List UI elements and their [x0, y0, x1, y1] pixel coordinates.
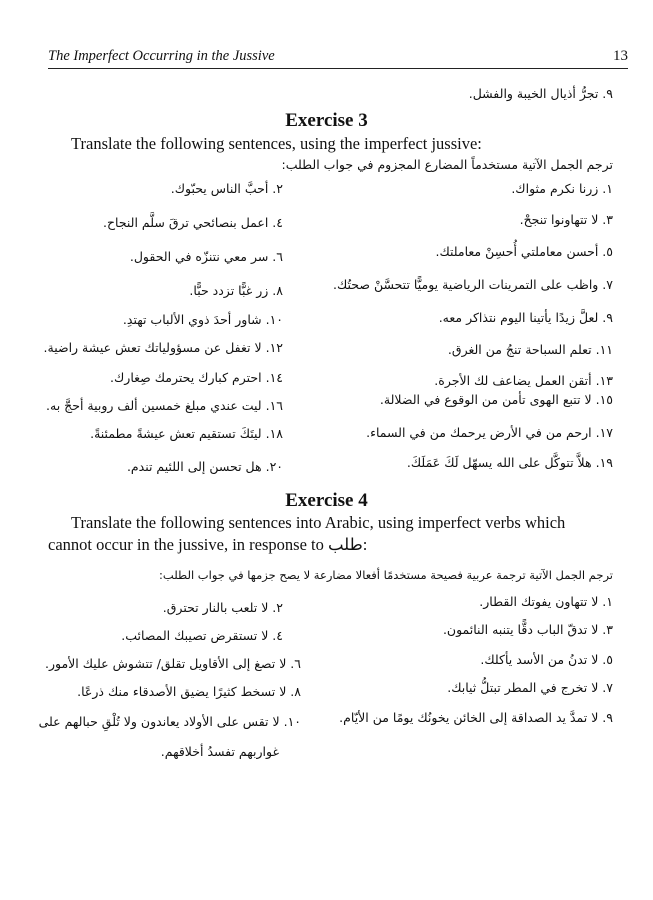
exercise-3-instruction-en: Translate the following sentences, using the imperfect jussive: — [71, 134, 482, 153]
list-item: ٧. واظب على التمرينات الرياضية يوميًّا تتحسَّنْ صحتُك. — [333, 277, 613, 292]
list-item: ٩. لا تمدَّ يد الصداقة إلى الخائن يخونُك يومًا من الأيّام. — [339, 710, 613, 725]
list-item: ١٩. هلاَّ تتوكَّل على الله يسهّل لَكَ عَمَلَكَ. — [406, 455, 613, 470]
list-item: ١٧. ارحم من في الأرض يرحمك من في السماء. — [366, 425, 613, 440]
list-item: ١٤. احترم كبارك يحترمك صِغارك. — [110, 370, 283, 385]
exercise-4-instruction-ar: ترجم الجمل الآتية ترجمة عربية فصيحة مستخدمًا أفعالا مضارعة لا يصح جزمها في جواب الطلب: — [159, 568, 613, 582]
list-item: ١٢. لا تغفل عن مسؤولياتك تعش عيشة راضية. — [43, 340, 283, 355]
list-item: ٥. لا تدنُ من الأسد يأكلك. — [480, 652, 613, 667]
previous-exercise-item: ٩. تجرُّ أذيال الخيبة والفشل. — [468, 86, 613, 101]
list-item: ٢٠. هل تحسن إلى اللئيم تندم. — [126, 459, 283, 474]
list-item: ٢. أحبَّ الناس يحبّوك. — [170, 181, 283, 196]
list-item: ٦. لا تصغ إلى الأقاويل تقلق/ تتشوش عليك الأمور. — [44, 656, 301, 671]
list-item: ٩. لعلَّ زيدًا يأتينا اليوم نتذاكر معه. — [438, 310, 613, 325]
list-item: ٨. زر غبًّا تزدد حبًّا. — [189, 283, 283, 298]
list-item: ٣. لا تدقّ الباب دقًّا يتنبه النائمون. — [442, 622, 613, 637]
running-title: The Imperfect Occurring in the Jussive — [48, 48, 275, 64]
page-number: 13 — [613, 48, 628, 64]
list-item: ١٥. لا تتبع الهوى تأمن من الوقوع في الضلالة. — [379, 392, 613, 407]
list-item: ٤. اعمل بنصائحي ترقَ سلَّم النجاح. — [102, 215, 283, 230]
list-item: ١٠. شاور أحدَ ذوي الألباب تهتدِ. — [122, 312, 283, 327]
list-item: ٦. سر معي نتنزّه في الحقول. — [129, 249, 283, 264]
exercise-4-instruction-en-line1: Translate the following sentences into Arabic, using imperfect verbs which — [71, 513, 566, 532]
list-item: ١٦. ليت عندي مبلغ خمسين ألف روبية أحجَّ به. — [46, 398, 283, 413]
list-item: ٤. لا تستقرض تصيبك المصائب. — [121, 628, 283, 643]
exercise-4-heading: Exercise 4 — [285, 490, 368, 511]
list-item-continuation: غواربهم تفسدُ أخلاقهم. — [160, 744, 279, 759]
list-item: ٥. أحسن معاملتي أُحسِنْ معاملتك. — [435, 244, 613, 259]
exercise-3-heading: Exercise 3 — [285, 110, 368, 131]
list-item: ٨. لا تسخط كثيرًا يضيق الأصدقاء منك ذرعًا. — [77, 684, 301, 699]
list-item: ١. زرنا نكرم مثواك. — [511, 181, 613, 196]
list-item: ٢. لا تلعب بالنار تحترق. — [162, 600, 283, 615]
list-item: ١١. تعلم السباحة تنجُ من الغرق. — [447, 342, 613, 357]
running-header — [48, 44, 628, 69]
list-item: ٧. لا تخرج في المطر تبتلُّ ثيابك. — [447, 680, 613, 695]
exercise-3-instruction-ar: ترجم الجمل الآتية مستخدماً المضارع المجزوم في جواب الطلب: — [281, 157, 613, 172]
list-item: ١٨. ليتَكَ تستقيم تعش عيشةً مطمئنةً. — [90, 426, 283, 441]
exercise-4-instruction-en-line2: cannot occur in the jussive, in response to طلب: — [48, 535, 368, 554]
list-item: ١٣. أتقن العمل يضاعف لك الأجرة. — [434, 373, 613, 388]
list-item: ١. لا تتهاون يفوتك القطار. — [479, 594, 613, 609]
list-item: ٣. لا تتهاونوا تنجحْ. — [519, 212, 613, 227]
list-item: ١٠. لا تقس على الأولاد يعاندون ولا تُلْقِ حبالهم على — [38, 714, 301, 729]
